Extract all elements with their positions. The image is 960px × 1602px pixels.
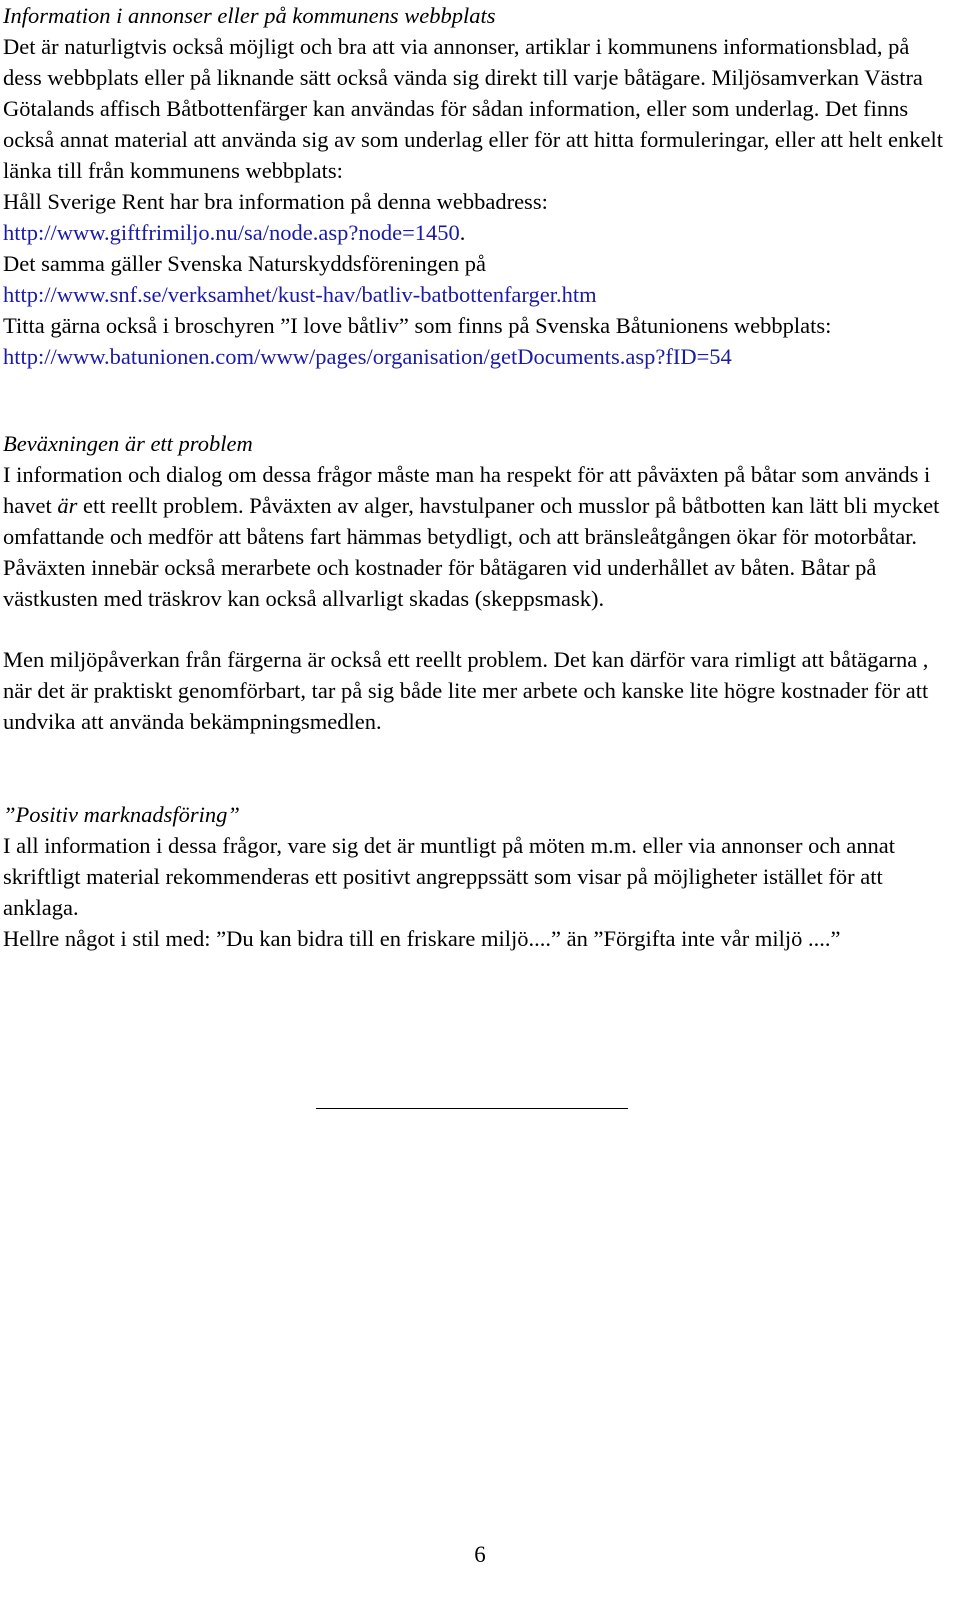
body-paragraph: Titta gärna också i broschyren ”I love båtliv” som finns på Svenska Båtunionens webbplats: [3, 313, 832, 338]
text-run: I information och dialog om dessa frågor måste man ha respekt för att påväxten på båtar som används i havet [3, 462, 931, 518]
page-number: 6 [474, 1542, 486, 1567]
spacer [3, 372, 953, 428]
link-line [3, 341, 953, 372]
body-paragraph: Hellre något i stil med: ”Du kan bidra till en friskare miljö....” än ”Förgifta inte vår miljö ....” [3, 926, 841, 951]
link-line [3, 217, 953, 248]
section-heading-bevaxning: Beväxningen är ett problem [3, 431, 253, 456]
body-paragraph: Det samma gäller Svenska Naturskyddsföreningen på [3, 251, 486, 276]
body-paragraph: Det är naturligtvis också möjligt och bra att via annonser, artiklar i kommunens informationsblad, på dess webbplats eller på liknande sätt också vända sig direkt till varje båtägare. Miljösamverkan Västra Götalands affisch Båtbottenfärger kan användas för sådan information, eller som underlag. Det finns också annat material att använda sig av som underlag eller för att hitta formuleringar, eller att helt enkelt länka till från kommunens webbplats: [3, 34, 943, 183]
body-paragraph: Men miljöpåverkan från färgerna är också ett reellt problem. Det kan därför vara rimligt att båtägarna , när det är praktiskt genomförbart, tar på sig både lite mer arbete och kanske lite högre kostnader för att undvika att använda bekämpningsmedlen. [3, 647, 929, 734]
link-line [3, 279, 953, 310]
text-run: ett reellt problem. Påväxten av alger, havstulpaner och musslor på båtbotten kan lätt bli mycket omfattande och medför att båtens fart hämmas betydligt, och att bränsleåtgången ökar för motorbåtar. Påväxten innebär också merarbete och kostnader för båtägaren vid underhållet av båten. Båtar på västkusten med träskrov kan också allvarligt skadas (skeppsmask). [3, 493, 940, 611]
section-heading-information: Information i annonser eller på kommunens webbplats [3, 3, 496, 28]
spacer [3, 614, 953, 644]
link-giftfrimiljo[interactable]: http://www.giftfrimiljo.nu/sa/node.asp?node=1450 [3, 220, 460, 245]
link-snf[interactable]: http://www.snf.se/verksamhet/kust-hav/batliv-batbottenfarger.htm [3, 282, 597, 307]
separator-rule [316, 1108, 628, 1109]
body-paragraph: I all information i dessa frågor, vare sig det är muntligt på möten m.m. eller via annonser och annat skriftligt material rekommenderas ett positivt angreppssätt som visar på möjligheter istället för att anklaga. [3, 833, 895, 920]
spacer [3, 737, 953, 799]
section-heading-positiv: ”Positiv marknadsföring” [3, 802, 240, 827]
document-page [3, 0, 953, 954]
emphasis-text: är [57, 493, 78, 518]
body-paragraph: Håll Sverige Rent har bra information på denna webbadress: [3, 189, 548, 214]
link-batunionen[interactable]: http://www.batunionen.com/www/pages/organisation/getDocuments.asp?fID=54 [3, 344, 732, 369]
body-paragraph [3, 459, 953, 614]
link-suffix: . [459, 220, 466, 245]
